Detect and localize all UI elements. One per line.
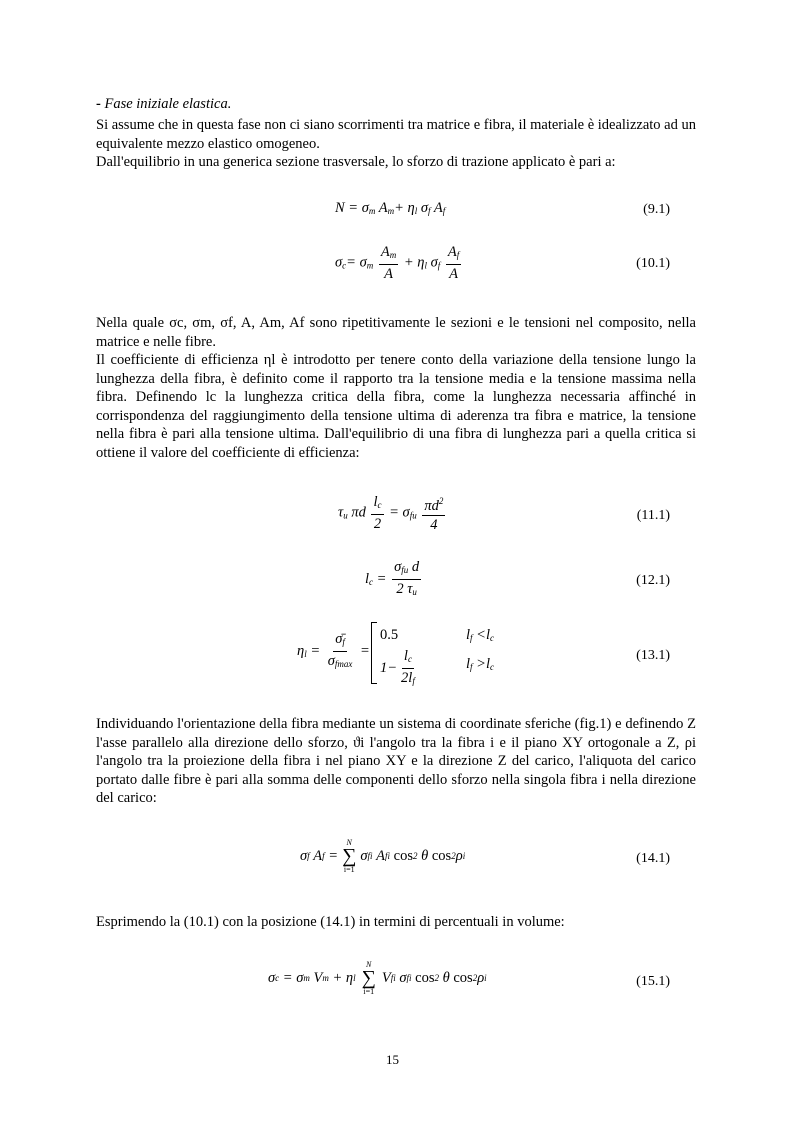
- equation-14-1: σ f A f = N ∑ i=1 σ fi A fi cos 2 θ cos 2 ρ i: [300, 838, 466, 874]
- equation-15-1: σ c = σ m V m + η l N ∑ i=1 V fi σ fi cos 2 θ cos 2 ρ i: [268, 960, 487, 996]
- paragraph-orientation: Individuando l'orientazione della fibra mediante un sistema di coordinate sferiche (fig.1) e definendo Z l'asse parallelo alla direzione dello sforzo, ϑi l'angolo tra la fibra i e il piano XY ortogonale a Z, ρi l'angolo tra la proiezione della fibra i nel piano XY e la direzione Z del carico, l'aliquota del carico portato dalle fibre è pari alla somma delle componenti dello sforzo nella singola fibra i nella direzione del carico:: [96, 716, 696, 807]
- case-2-value: 1− $\frac{l_c}{2l_f}$: [380, 648, 415, 686]
- equation-10-1: $\sigma_c= \sigma_m$ $\frac{A_m}{A}$ + $\eta_l$ $\sigma_f$ $\frac{A_f}{A}$: [335, 244, 460, 282]
- paragraph-assumption: Si assume che in questa fase non ci siano scorrimenti tra matrice e fibra, il materiale è idealizzato ad un equivalente mezzo elastico omogeneo.: [96, 117, 696, 152]
- case-2-condition: $l_f >l_c$: [466, 656, 494, 672]
- equation-11-1: $\tau_u$ πd $\frac{l_c}{2}$ = $\sigma_{fu}$ $\frac{\pi d^2}{4}$: [338, 494, 444, 533]
- paragraph-efficiency: Il coefficiente di efficienza ηl è introdotto per tenere conto della variazione della tensione lungo la lunghezza della fibra, è definito come il rapporto tra la tensione media e la tensione massima nella fibra. Definendo lc la lunghezza critica della fibra, come la lunghezza necessaria affinché in corrispondenza del raggiungimento della tensione ultima di aderenza tra fibra e matrice, la tensione nella fibra è pari alla tensione ultima. Dall'equilibrio di una fibra di lunghezza pari a quella critica si ottiene il valore del coefficiente di efficienza:: [96, 352, 696, 461]
- equation-number-14-1: (14.1): [636, 851, 670, 866]
- case-1-condition: $l_f <l_c$: [466, 627, 494, 643]
- page-number: 15: [386, 1052, 399, 1067]
- paragraph-symbols: Nella quale σc, σm, σf, A, Am, Af sono ripetitivamente le sezioni e le tensioni nel composito, nella matrice e nelle fibre.: [96, 315, 696, 350]
- equation-number-13-1: (13.1): [636, 648, 670, 663]
- equation-13-1: $\eta_l$ = $\frac{\sigmā_f}{\sigma_{fmax}}$ =: [297, 631, 370, 669]
- paragraph-volume: Esprimendo la (10.1) con la posizione (14.1) in termini di percentuali in volume:: [96, 914, 565, 930]
- equation-number-10-1: (10.1): [636, 256, 670, 271]
- equation-number-15-1: (15.1): [636, 974, 670, 989]
- equation-number-11-1: (11.1): [636, 508, 670, 523]
- equation-12-1: $l_c$ = $\frac{\sigma_{fu} d}{2 \tau_u}$: [365, 559, 420, 597]
- case-1-value: 0.5: [380, 627, 399, 643]
- equation-number-12-1: (12.1): [636, 573, 670, 588]
- section-heading: - Fase iniziale elastica.: [96, 96, 232, 112]
- cases-bracket: [371, 622, 377, 684]
- paragraph-equilibrium: Dall'equilibrio in una generica sezione trasversale, lo sforzo di trazione applicato è pari a:: [96, 154, 616, 170]
- equation-number-9-1: (9.1): [643, 202, 670, 217]
- equation-9-1: $N = \sigma_m$ $A_m+ \eta_l$ $\sigma_f$ $A_f$: [335, 200, 446, 216]
